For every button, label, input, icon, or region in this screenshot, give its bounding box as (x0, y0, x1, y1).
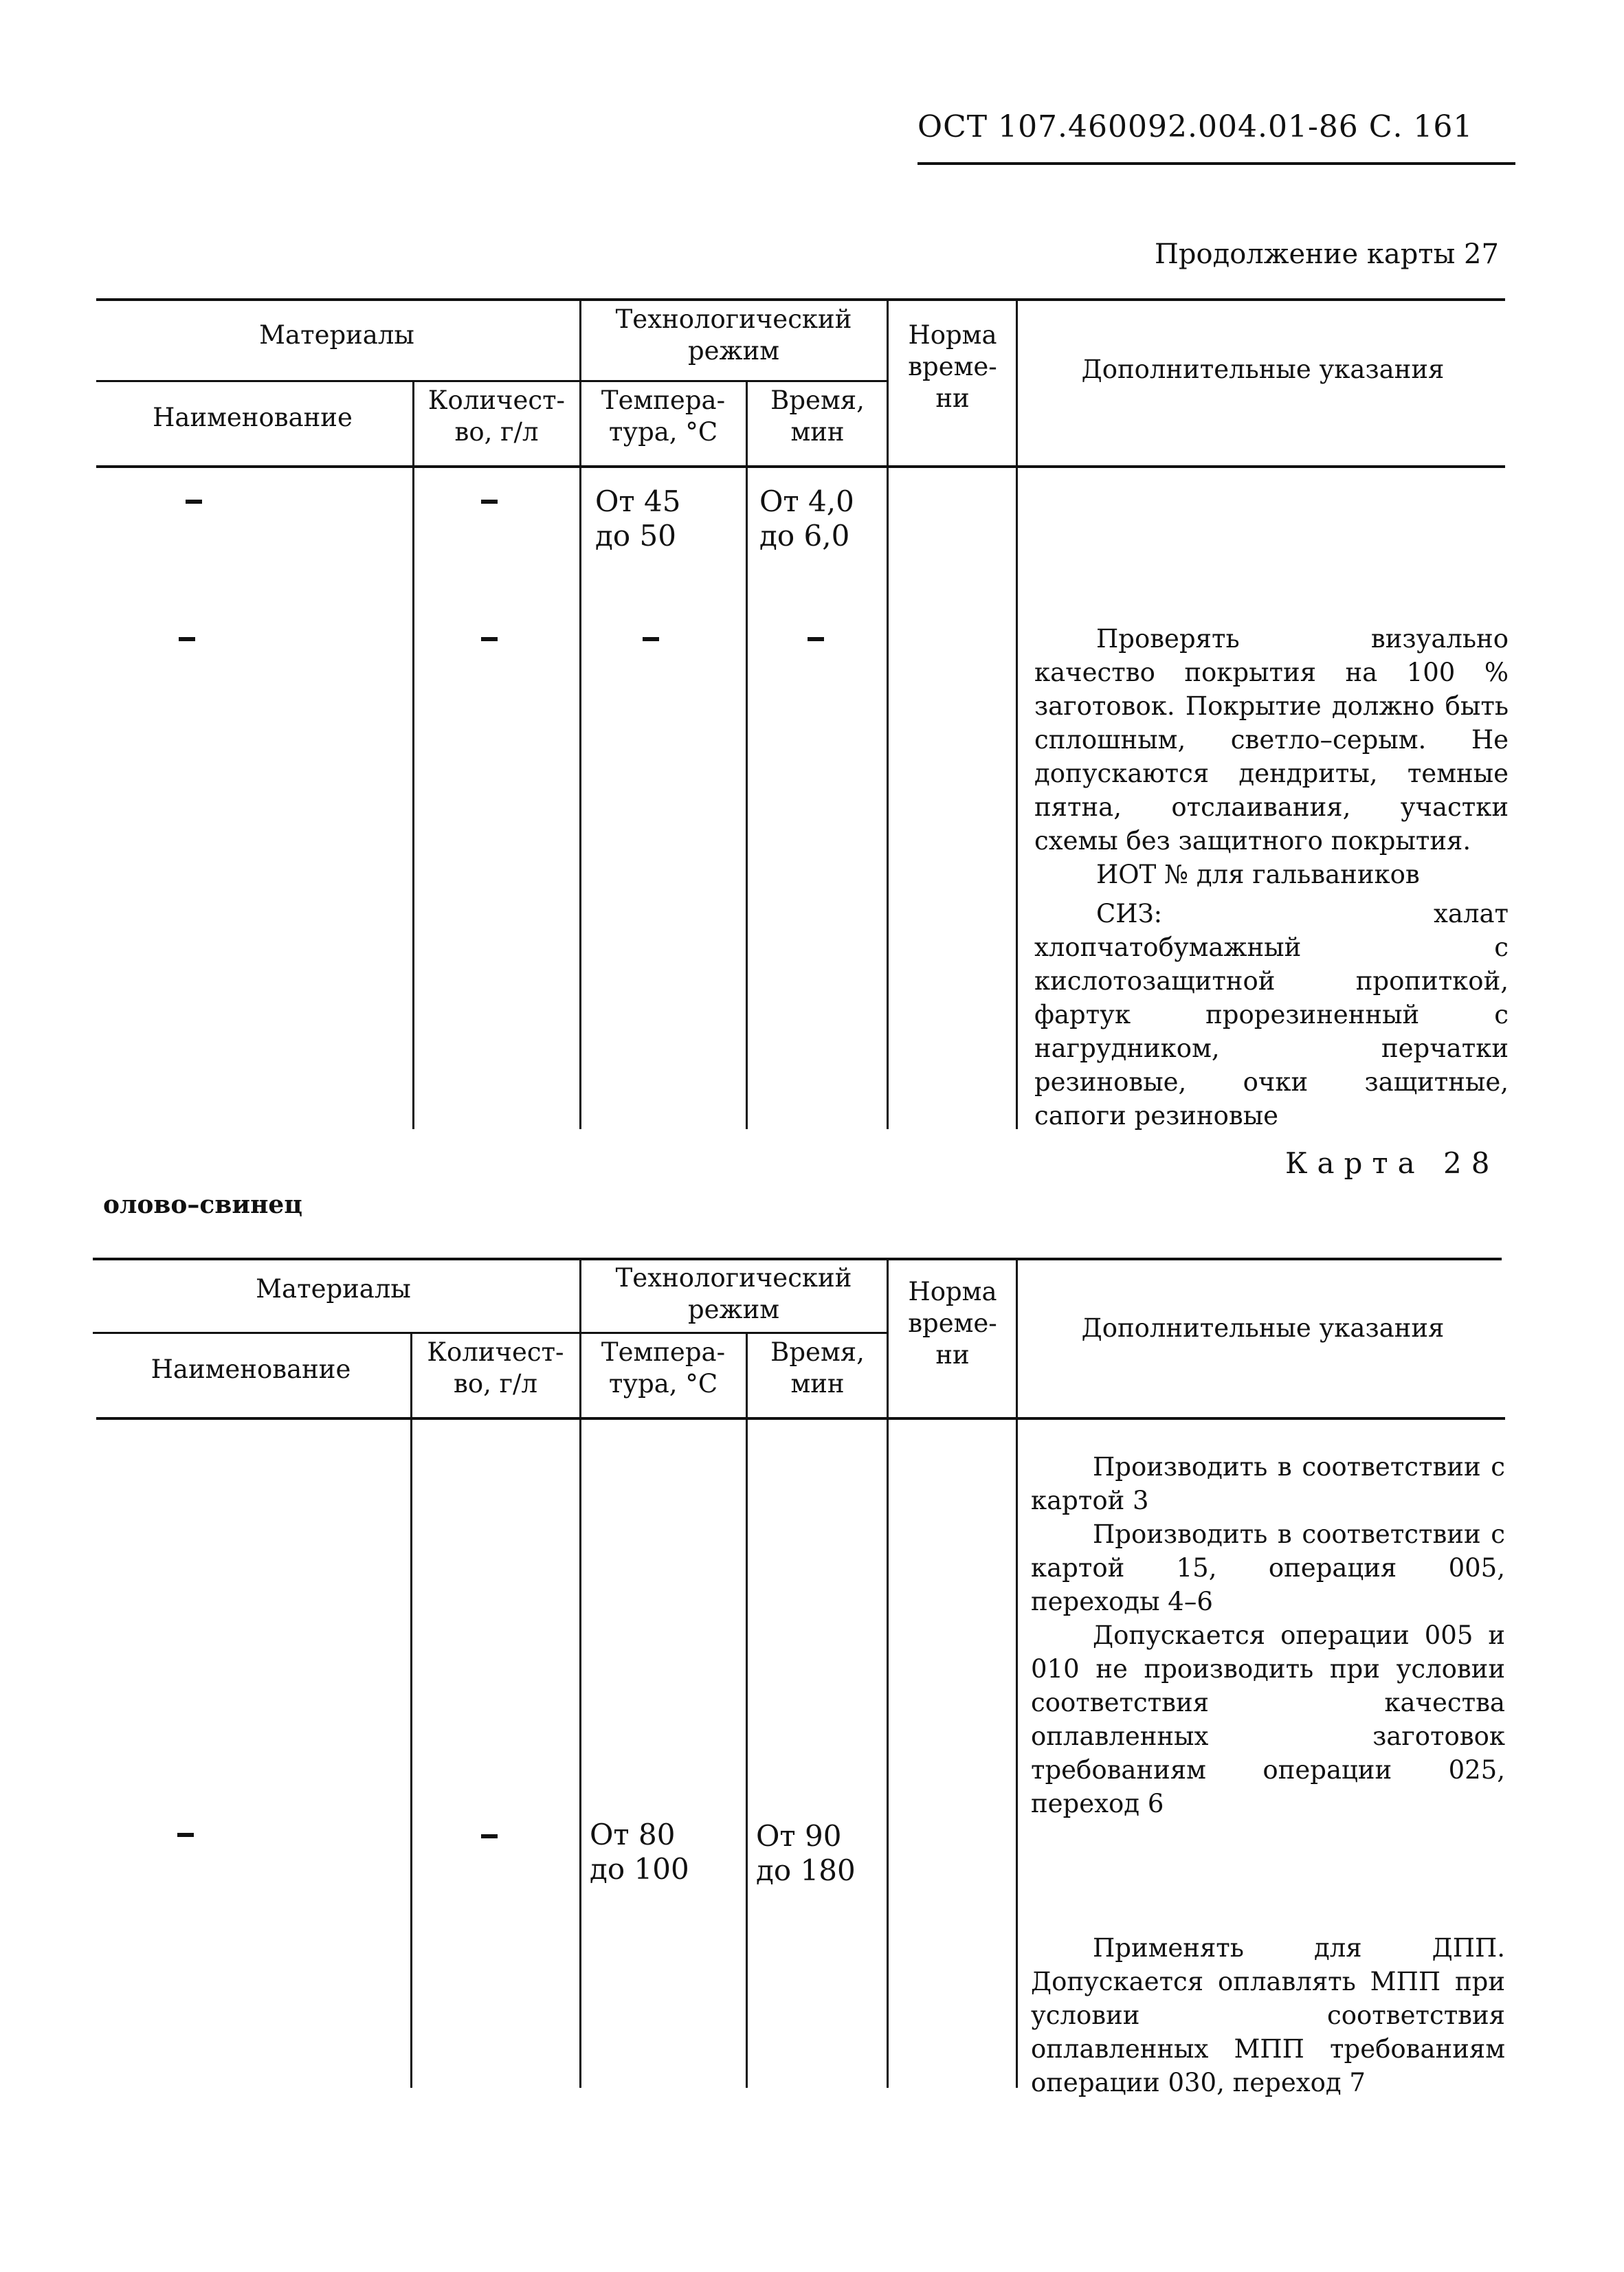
col-name: Наименование (153, 403, 353, 432)
note-skip-ops: Допускается операции 005 и 010 не производить при условии соответствия качества оплавленных заготовок требованиям операции 025, переход 6 (1031, 1621, 1505, 1818)
col-materials: Материалы (259, 320, 414, 350)
row2-time-dash (808, 637, 824, 641)
c28-col-name: Наименование (151, 1355, 351, 1384)
note-iot: ИОТ № для гальваников (1096, 860, 1420, 889)
row1-name-dash (186, 500, 202, 504)
note-card3: Производить в соответствии с картой 3 (1031, 1452, 1505, 1515)
c28-col-materials: Материалы (256, 1274, 411, 1304)
note-ppe: СИЗ: халат хлопчатобумажный с кислотозащитной пропиткой, фартук прорезиненный с нагрудником, перчатки резиновые, очки защитные, сапоги резиновые (1034, 899, 1509, 1131)
col-tech-mode: Технологический режим (615, 304, 852, 366)
card28-subtitle: олово–свинец (103, 1190, 302, 1219)
card28-notes-top (1031, 1450, 1505, 1820)
col-quantity: Количест-во, г/л (427, 386, 566, 447)
card27-notes (1034, 622, 1509, 1133)
row2-qty-dash (481, 637, 498, 641)
row2-temp-dash (643, 637, 659, 641)
header-rule (917, 162, 1515, 165)
row1-temperature: От 45 до 50 (595, 485, 681, 553)
card28-notes-bottom (1031, 1931, 1505, 2100)
col-time: Время, мин (770, 386, 865, 447)
c28-col-temperature: Темпера-тура, °С (601, 1337, 726, 1399)
c28-row-name-dash (177, 1833, 194, 1837)
note-quality: Проверять визуально качество покрытия на 100 % заготовок. Покрытие должно быть сплошным, светло–серым. Не допускаются дендриты, темные пятна, отслаивания, участки схемы без защитного покрытия. (1034, 624, 1509, 856)
note-card15: Производить в соответствии с картой 15, операция 005, переходы 4–6 (1031, 1519, 1505, 1616)
note-dpp: Применять для ДПП. Допускается оплавлять МПП при условии соответствия оплавленных МПП требованиям операции 030, переход 7 (1031, 1933, 1505, 2097)
c28-col-tech-mode: Технологический режим (615, 1263, 852, 1324)
doc-code: ОСТ 107.460092.004.01-86 С. 161 (917, 109, 1473, 144)
col-time-norm: Норма време-ни (908, 320, 997, 413)
c28-col-time-norm: Норма време-ни (908, 1277, 997, 1370)
col-temperature: Темпера-тура, °С (601, 386, 726, 447)
c28-col-quantity: Количест-во, г/л (427, 1337, 564, 1399)
c28-col-time: Время, мин (770, 1337, 865, 1399)
card27-title: Продолжение карты 27 (1155, 238, 1499, 270)
col-additional: Дополнительные указания (1081, 355, 1445, 384)
c28-row-temperature: От 80 до 100 (590, 1818, 689, 1886)
c28-col-additional: Дополнительные указания (1081, 1313, 1445, 1343)
c28-row-time: От 90 до 180 (756, 1819, 856, 1887)
card28-title: Карта 28 (1285, 1146, 1500, 1180)
row2-name-dash (179, 637, 195, 641)
c28-row-qty-dash (481, 1834, 498, 1838)
row1-time: От 4,0 до 6,0 (759, 485, 854, 553)
row1-qty-dash (481, 500, 498, 504)
